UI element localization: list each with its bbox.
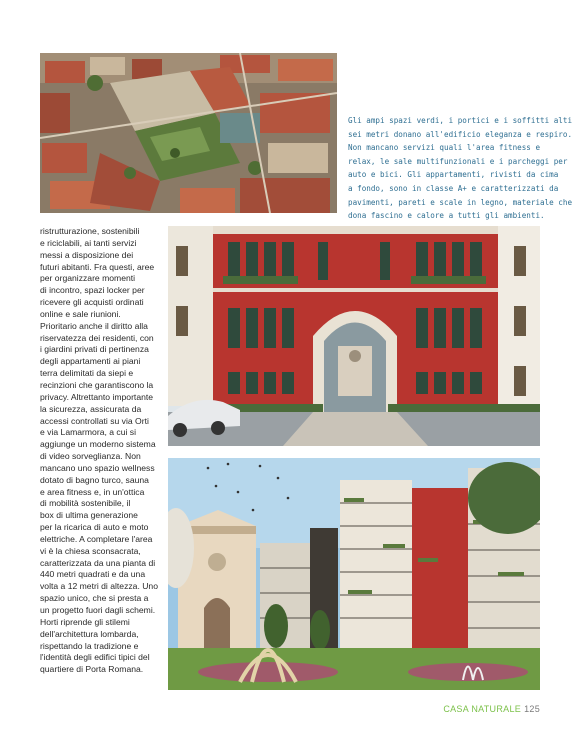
body-line: spazio unico, che si presta a bbox=[40, 593, 149, 604]
body-line: i giardini privati di pertinenza bbox=[40, 344, 149, 355]
caption-line: a fondo, sono in classe A+ e caratterizzati da bbox=[348, 183, 559, 193]
body-line: ristrutturazione, sostenibili bbox=[40, 226, 140, 236]
caption-line: dona fascino e calore a tutti gli ambienti. bbox=[348, 211, 545, 221]
body-line: online e sale riunioni. bbox=[40, 308, 121, 319]
body-line: ricevere gli acquisti ordinati bbox=[40, 297, 144, 308]
page-footer bbox=[443, 704, 540, 714]
caption-line: pavimenti, pareti e scale in legno, materiale che bbox=[348, 197, 573, 207]
body-line: la sicurezza, assicurata da bbox=[40, 403, 142, 414]
caption-line: Non mancano servizi quali l'area fitness e bbox=[348, 143, 541, 153]
facade-render bbox=[168, 226, 540, 446]
body-line: caratterizzata da una pianta di bbox=[40, 557, 156, 568]
body-line: messi a disposizione dei bbox=[40, 249, 134, 260]
body-line: e via Lamarmora, a cui si bbox=[40, 427, 136, 438]
courtyard-render bbox=[168, 458, 540, 690]
body-line: dell'architettura lombarda, bbox=[40, 628, 139, 639]
body-line: mancano uno spazio wellness bbox=[40, 462, 155, 473]
body-line: accessi controllati su via Orti bbox=[40, 415, 149, 426]
body-line: di incontro, spazi locker per bbox=[40, 285, 145, 296]
body-line: un progetto fuori dagli schemi. bbox=[40, 605, 156, 615]
caption-line: sei metri donano all'edificio eleganza e respiro. bbox=[348, 129, 573, 139]
body-line: di video sorveglianza. Non bbox=[40, 451, 141, 462]
body-line: volta a 12 metri di altezza. Uno bbox=[40, 581, 158, 592]
body-line: per organizzare momenti bbox=[40, 273, 136, 284]
body-line: dotato di bagno turco, sauna bbox=[40, 474, 149, 485]
caption-line: relax, le sale multifunzionali e i parcheggi per bbox=[348, 156, 568, 166]
page-number: 125 bbox=[524, 704, 540, 714]
photo-caption bbox=[348, 114, 573, 223]
body-line: quartiere di Porta Romana. bbox=[40, 664, 144, 675]
body-line: e area fitness e, in un'ottica bbox=[40, 486, 145, 497]
body-line: e riciclabili, ai tanti servizi bbox=[40, 237, 137, 248]
body-line: box di ultima generazione bbox=[40, 510, 138, 521]
body-line: l'identità degli edifici tipici del bbox=[40, 652, 150, 663]
body-line: terra delimitati da siepi e bbox=[40, 368, 134, 379]
body-line: riservatezza dei residenti, con bbox=[40, 332, 154, 343]
caption-line: auto e bici. Gli appartamenti, rivisti da cima bbox=[348, 170, 559, 180]
body-line: degli appartamenti ai piani bbox=[40, 356, 141, 367]
body-line: di mobilità sostenibile, il bbox=[40, 498, 131, 509]
body-line: elettriche. A completare l'area bbox=[40, 533, 153, 544]
body-line: privacy. Altrettanto importante bbox=[40, 391, 154, 402]
body-line: aggiunge un moderno sistema bbox=[40, 439, 156, 450]
magazine-name: CASA NATURALE bbox=[443, 704, 522, 714]
body-line: 440 metri quadrati e da una bbox=[40, 569, 146, 580]
body-line: futuri abitanti. Fra questi, aree bbox=[40, 261, 155, 272]
article-body bbox=[40, 226, 164, 676]
body-line: recinzioni che garantiscono la bbox=[40, 379, 154, 390]
body-line: vi è la chiesa sconsacrata, bbox=[40, 545, 141, 556]
aerial-view-photo bbox=[40, 53, 337, 213]
caption-line: Gli ampi spazi verdi, i portici e i soffitti alti bbox=[348, 116, 573, 125]
body-line: Horti riprende gli stilemi bbox=[40, 616, 130, 627]
body-line: Prioritario anche il diritto alla bbox=[40, 320, 148, 331]
body-line: per la ricarica di auto e moto bbox=[40, 522, 149, 533]
body-line: rispettando la tradizione e bbox=[40, 640, 139, 651]
